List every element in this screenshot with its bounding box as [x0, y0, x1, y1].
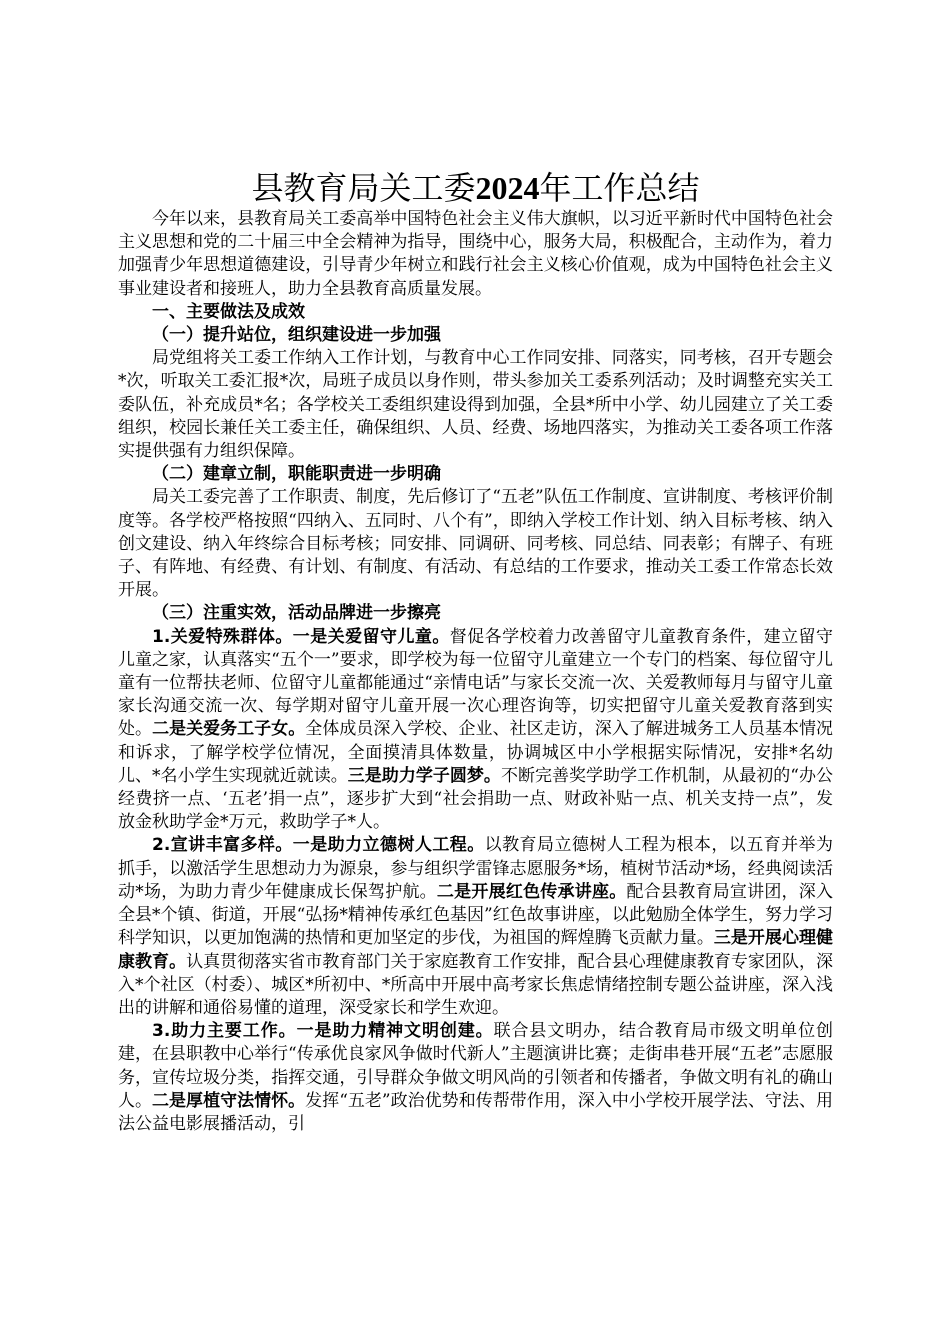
- subsection-2-body: 局关工委完善了工作职责、制度，先后修订了“五老”队伍工作制度、宣讲制度、考核评价制度等。各学校严格按照“四纳入、五同时、八个有”，即纳入学校工作计划、纳入目标考核、纳入创文建设、纳入年终综合目标考核；同安排、同调研、同考核、同总结、同表彰；有牌子、有班子、有阵地、有经费、有计划、有制度、有活动、有总结的工作要求，推动关工委工作常态长效开展。: [118, 487, 833, 601]
- body-text: 督促各学校着力改善留守儿童教育条件，建立留守儿童之家，认真落实“五个一”要求，即学校为每一位留守儿童建立一个专门的档案、每位留守儿童有一位帮扶老师、位留守儿童都能通过“亲情电话”与家长交流一次、关爱教师每月与留守儿童家长沟通交流一次、每学期对留守儿童开展一次心理咨询等，切实把留守儿童关爱教育落到实处。: [118, 626, 833, 740]
- lecture-paragraph: [118, 834, 833, 1020]
- subsection-1-body: 局党组将关工委工作纳入工作计划，与教育中心工作同安排、同落实，同考核，召开专题会*次，听取关工委汇报*次，局班子成员以身作则，带头参加关工委系列活动；及时调整充实关工委队伍，补充成员*名；各学校关工委组织建设得到加强，全县*所中小学、幼儿园建立了关工委组织，校园长兼任关工委主任，确保组织、人员、经费、场地四落实，为推动关工委各项工作落实提供强有力组织保障。: [118, 348, 833, 462]
- bold-lead: 二是厚植守法情怀。: [152, 1090, 306, 1111]
- document-page: [118, 168, 833, 1136]
- bold-lead: 二是关爱务工子女。: [152, 719, 306, 740]
- bold-lead: 三是开展心理健康教育。: [118, 928, 834, 972]
- support-work-paragraph: [118, 1020, 833, 1136]
- body-text: 不断完善奖学助学工作机制，从最初的“办公经费挤一点、‘五老’捐一点”，逐步扩大到“社会捐助一点、财政补贴一点、机关支持一点”，发放金秋助学金*万元，救助学子*人。: [118, 765, 833, 833]
- title-year: 2024: [475, 170, 540, 206]
- body-text: 联合县文明办，结合教育局市级文明单位创建，在县职教中心举行“传承优良家风争做时代新人”主题演讲比赛；走街串巷开展“五老”志愿服务，宣传垃圾分类，指挥交通，引导群众争做文明风尚的引领者和传播者，争做文明有礼的确山人。: [118, 1021, 833, 1111]
- document-title: [118, 168, 833, 208]
- body-text: 全体成员深入学校、企业、社区走访，深入了解进城务工人员基本情况和诉求，了解学校学位情况，全面摸清具体数量，协调城区中小学根据实际情况，安排*名幼儿、*名小学生实现就近就读。: [118, 719, 834, 786]
- bold-lead: 三是助力学子圆梦。: [347, 765, 501, 786]
- title-suffix: 年工作总结: [539, 169, 700, 207]
- body-text: 认真贯彻落实省市教育部门关于家庭教育工作安排，配合县心理健康教育专家团队，深入*个社区（村委）、城区*所初中、*所高中开展中高考家长焦虑情绪控制专题公益讲座，深入浅出的讲解和通俗易懂的道理，深受家长和学生欢迎。: [118, 951, 834, 1018]
- body-text: 发挥“五老”政治优势和传帮带作用，深入中小学校开展学法、守法、用法公益电影展播活动，引: [118, 1090, 834, 1134]
- subsection-heading-1: （一）提升站位，组织建设进一步加强: [152, 325, 441, 346]
- bold-lead: 3.助力主要工作。一是助力精神文明创建。: [152, 1021, 494, 1042]
- bold-lead: 二是开展红色传承讲座。: [436, 881, 627, 902]
- bold-lead: 2.宣讲丰富多样。一是助力立德树人工程。: [152, 835, 485, 856]
- intro-paragraph: 今年以来，县教育局关工委高举中国特色社会主义伟大旗帜，以习近平新时代中国特色社会主义思想和党的二十届三中全会精神为指导，围绕中心，服务大局，积极配合，主动作为，着力加强青少年思想道德建设，引导青少年树立和践行社会主义核心价值观，成为中国特色社会主义事业建设者和接班人，助力全县教育高质量发展。: [118, 209, 833, 299]
- bold-lead: 1.关爱特殊群体。一是关爱留守儿童。: [152, 626, 450, 647]
- body-text: 配合县教育局宣讲团，深入全县*个镇、街道，开展“弘扬*精神传承红色基因”红色故事讲座，以此勉励全体学生，努力学习科学知识，以更加饱满的热情和更加坚定的步伐，为祖国的辉煌腾飞贡献力量。: [118, 881, 834, 949]
- section-heading-1: 一、主要做法及成效: [152, 301, 305, 322]
- title-prefix: 县教育局关工委: [251, 169, 476, 207]
- subsection-heading-2: （二）建章立制，职能职责进一步明确: [152, 464, 441, 485]
- body-text: 以教育局立德树人工程为根本，以五育并举为抓手，以激活学生思想动力为源泉，参与组织学雷锋志愿服务*场，植树节活动*场，经典阅读活动*场，为助力青少年健康成长保驾护航。: [118, 835, 833, 902]
- care-special-groups-paragraph: [118, 626, 833, 835]
- subsection-heading-3: （三）注重实效，活动品牌进一步擦亮: [152, 603, 441, 624]
